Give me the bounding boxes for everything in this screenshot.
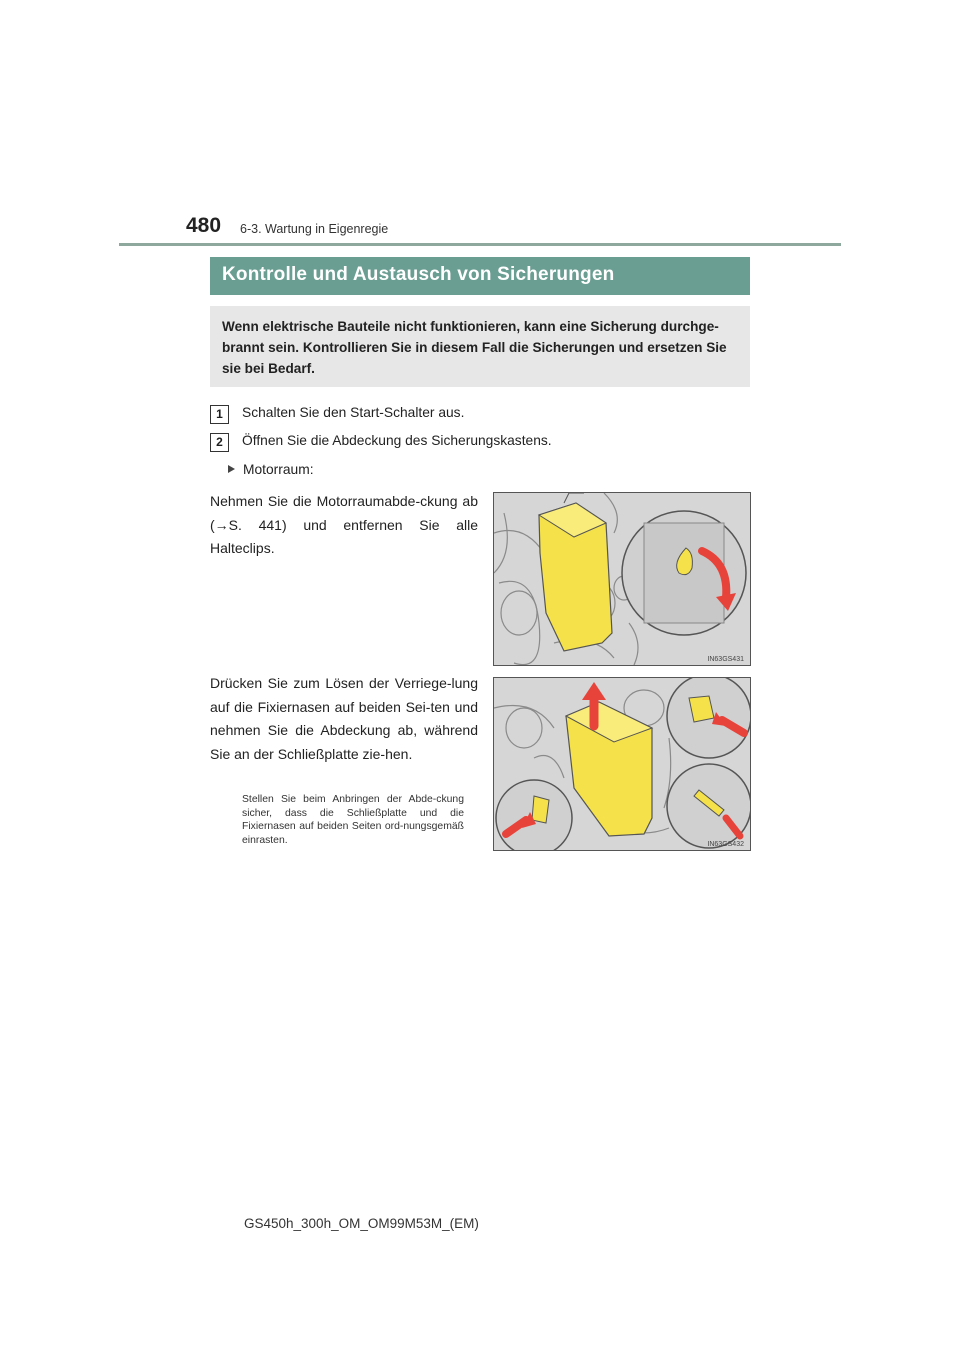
step-number-1: 1 (210, 405, 229, 424)
installation-note: Stellen Sie beim Anbringen der Abde-ckung sicher, dass die Schließplatte und die Fixiernasen auf beiden Seiten ord-nungsgemäß einrasten. (242, 794, 464, 846)
page-number: 480 (186, 214, 222, 237)
figure-code-1: IN63GS431 (707, 656, 744, 663)
triangle-bullet-icon (228, 465, 235, 473)
intro-box (210, 306, 750, 387)
intro-text: Wenn elektrische Bauteile nicht funktionieren, kann eine Sicherung durchge-brannt sein. Kontrollieren Sie in diesem Fall die Sicherungen und ersetzen Sie sie bei Bedarf. (222, 319, 727, 376)
title-bar (210, 257, 750, 295)
header-rule (119, 243, 841, 246)
figure-engine-room-clips (493, 492, 751, 666)
step-text-1: Schalten Sie den Start-Schalter aus. (242, 405, 465, 420)
figure-cover-removal (493, 677, 751, 851)
paragraph-release-lock: Drücken Sie zum Lösen der Verriege-lung auf die Fixiernasen auf beiden Sei-ten und nehmen Sie die Abdeckung ab, während Sie an der Schließplatte zie-hen. (210, 675, 478, 762)
step-text-2: Öffnen Sie die Abdeckung des Sicherungskastens. (242, 433, 552, 448)
cover-removal-illustration (494, 678, 750, 850)
paragraph-remove-cover: Nehmen Sie die Motorraumabde-ckung ab (→S. 441) und entfernen Sie alle Halteclips. (210, 493, 478, 556)
step-number-2: 2 (210, 433, 229, 452)
section-title: 6-3. Wartung in Eigenregie (240, 222, 389, 236)
engine-room-illustration (494, 493, 750, 665)
subsection-heading (228, 462, 314, 477)
subsection-label: Motorraum: (243, 462, 314, 477)
document-footer: GS450h_300h_OM_OM99M53M_(EM) (244, 1216, 479, 1231)
page-title: Kontrolle und Austausch von Sicherungen (222, 264, 615, 285)
figure-code-2: IN63GS432 (707, 841, 744, 848)
